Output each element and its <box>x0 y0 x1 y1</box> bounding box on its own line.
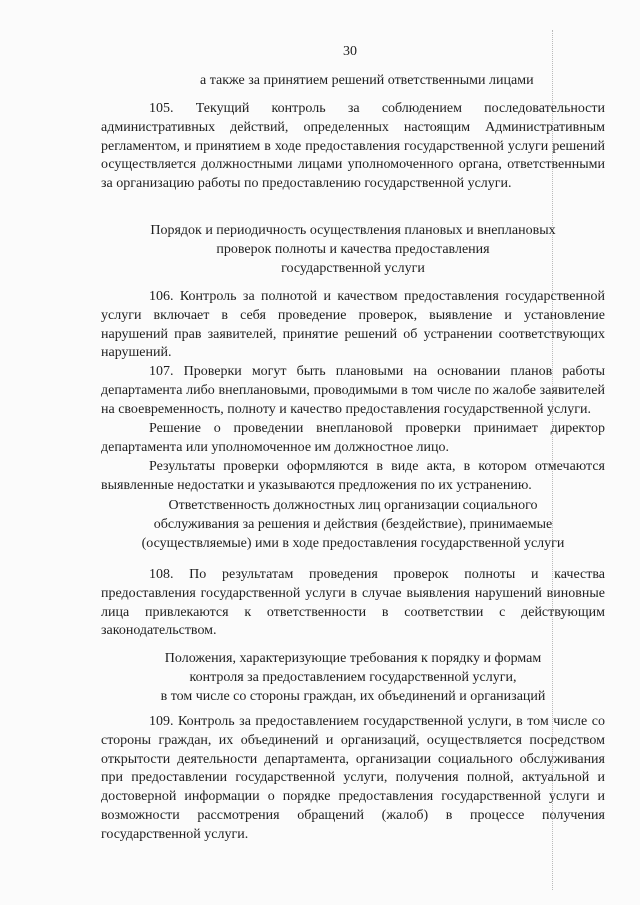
heading-inspections <box>101 222 605 278</box>
continuation-line: а также за принятием решений ответственными лицами <box>200 73 534 88</box>
paragraph-decision: Решение о проведении внеплановой проверки принимает директор департамента или уполномоченное им должностное лицо. <box>101 421 605 455</box>
heading-line: в том числе со стороны граждан, их объединений и организаций <box>160 688 546 704</box>
heading-line: Порядок и периодичность осуществления плановых и внеплановых <box>150 223 556 238</box>
heading-line: (осуществляемые) ими в ходе предоставления государственной услуги <box>141 535 565 551</box>
heading-responsibility <box>101 497 605 553</box>
paragraph-106: 106. Контроль за полнотой и качеством предоставления государственной услуги включает в себя проведение проверок, выявление и установление нарушений прав заявителей, принятие решений об устранении соответствующих нарушений. <box>101 289 605 361</box>
heading-line: Положения, характеризующие требования к порядку и формам <box>164 651 542 666</box>
paragraph-results: Результаты проверки оформляются в виде акта, в котором отмечаются выявленные недостатки и указываются предложения по их устранению. <box>101 459 605 493</box>
heading-control-forms <box>101 650 605 706</box>
paragraph-109: 109. Контроль за предоставлением государственной услуги, в том числе со стороны граждан, их объединений и организаций, осуществляется посредством открытости деятельности департамента, организации социального обслуживания при предоставлении государственной услуги, получения полной, актуальной и достоверной информации о порядке предоставления государственной услуги и возможности рассмотрения обращений (жалоб) в процессе получения государственной услуги. <box>101 714 605 842</box>
heading-line: государственной услуги <box>281 260 425 276</box>
page-number: 30 <box>343 44 357 59</box>
paragraph-105: 105. Текущий контроль за соблюдением последовательности административных действий, определенных настоящим Административным регламентом, и принятием в ходе предоставления государственной услуги решений осуществляется должностными лицами уполномоченного органа, ответственными за организацию работы по предоставлению государственной услуги. <box>101 101 605 192</box>
heading-line: обслуживания за решения и действия (бездействие), принимаемые <box>153 516 553 532</box>
heading-line: проверок полноты и качества предоставления <box>216 241 490 257</box>
heading-line: Ответственность должностных лиц организации социального <box>168 498 538 513</box>
paragraph-108: 108. По результатам проведения проверок полноты и качества предоставления государственной услуги в случае выявления нарушений виновные лица привлекаются к ответственности в соответствии с действующим законодательством. <box>101 567 605 639</box>
heading-line: контроля за предоставлением государственной услуги, <box>189 669 517 685</box>
paragraph-107: 107. Проверки могут быть плановыми на основании планов работы департамента либо внеплановыми, проводимыми в том числе по жалобе заявителей на своевременность, полноту и качество предоставления государственной услуги. <box>101 364 605 417</box>
